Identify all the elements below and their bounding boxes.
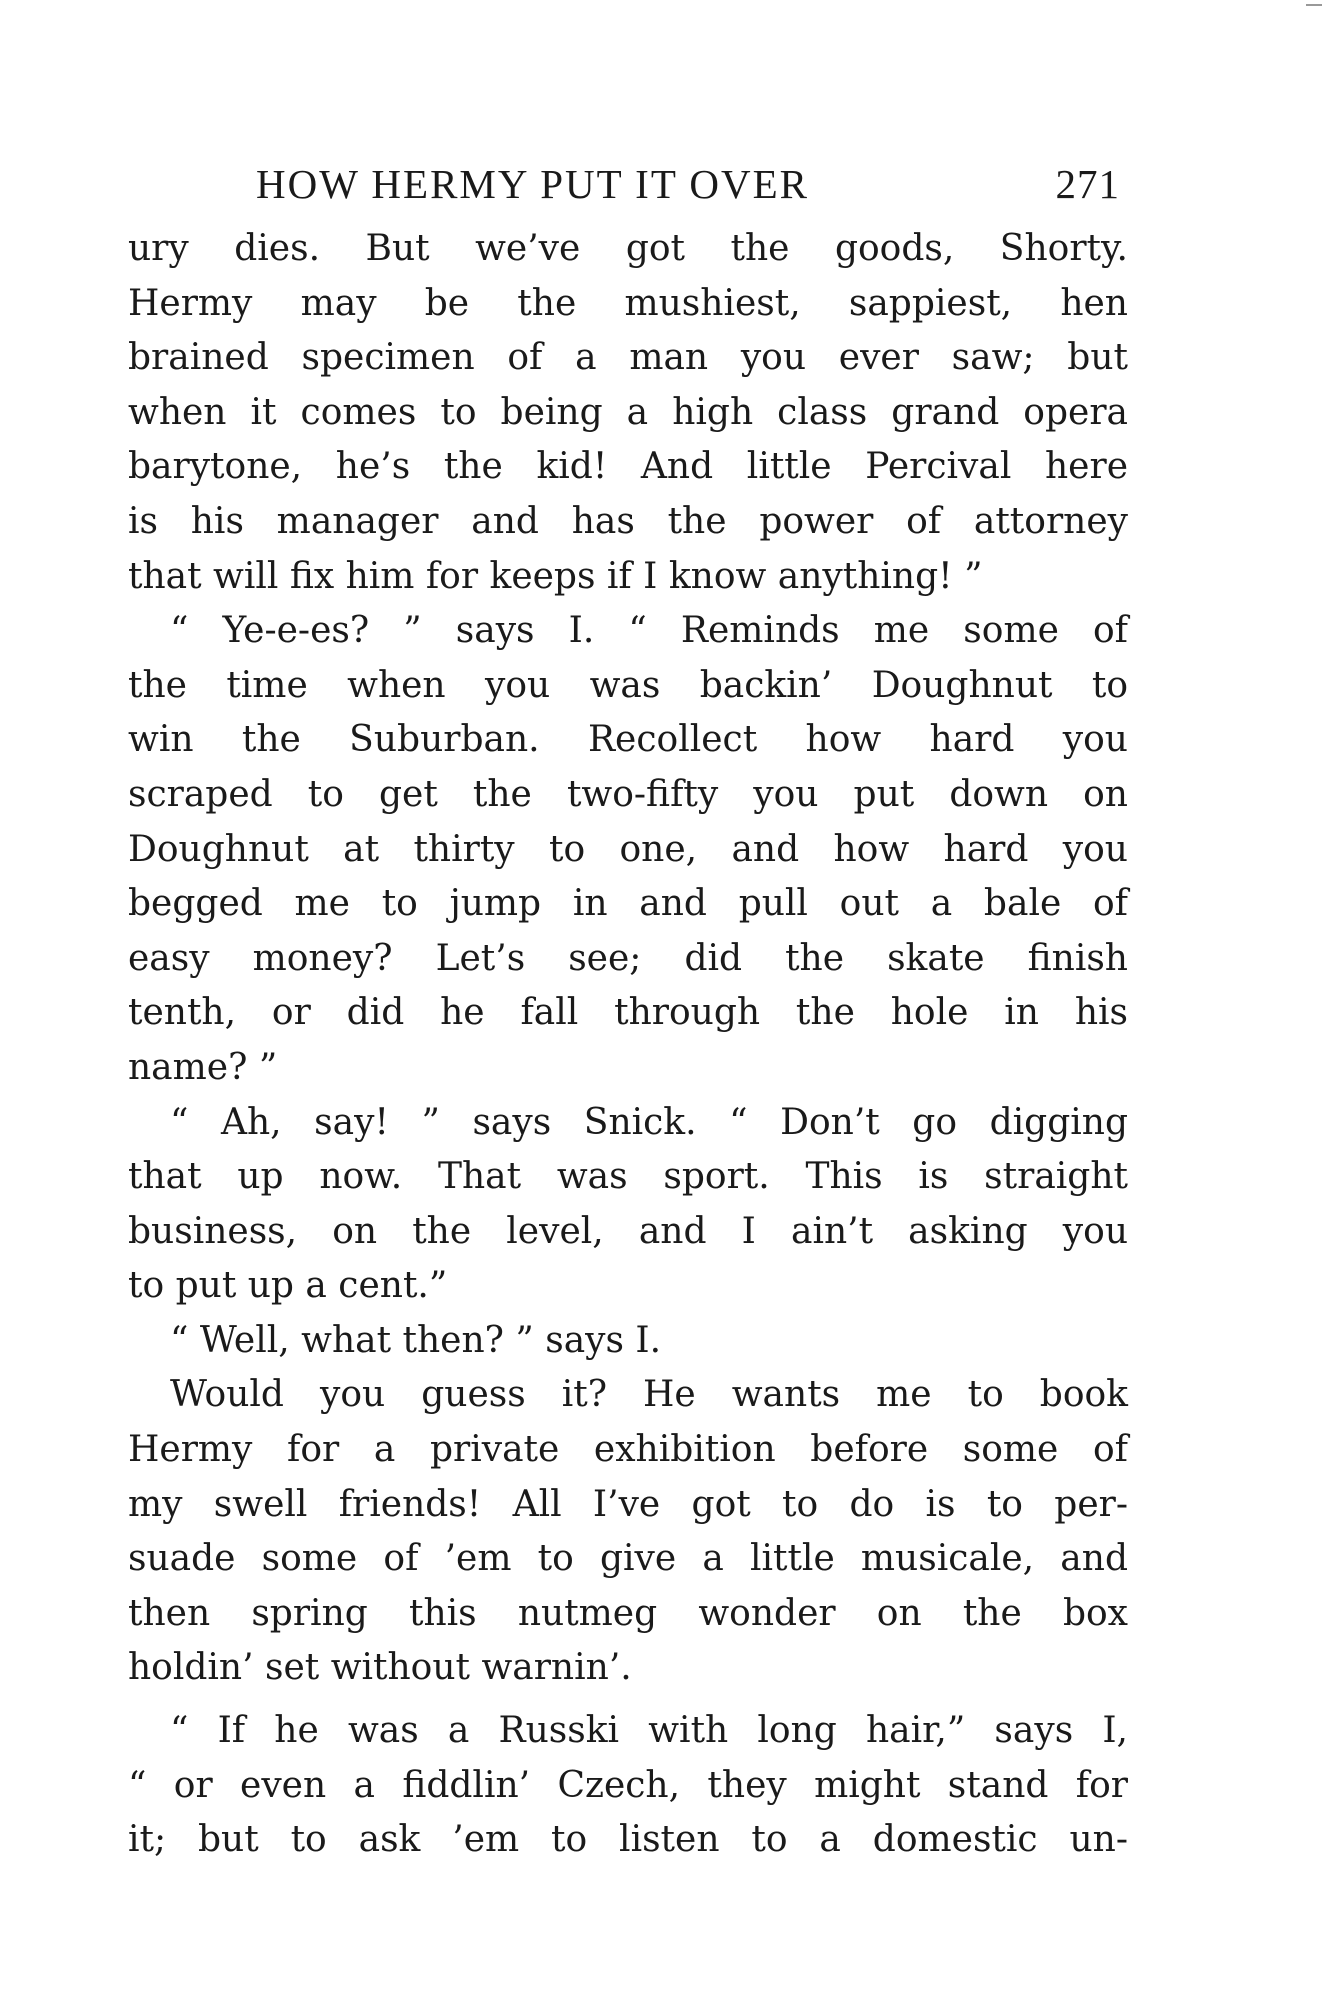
text-line: Hermy for a private exhibition before some of — [128, 1429, 1128, 1471]
text-line: tenth, or did he fall through the hole in his — [128, 992, 1128, 1034]
text-line: then spring this nutmeg wonder on the box — [128, 1592, 1128, 1634]
text-line: when it comes to being a high class grand opera — [128, 391, 1128, 433]
running-header — [128, 160, 1128, 216]
text-line: “ Ye-e-es? ” says I. “ Reminds me some of — [170, 610, 1128, 652]
text-line: holdin’ set without warnin’. — [128, 1647, 632, 1689]
text-line: “ If he was a Russki with long hair,” says I, — [170, 1710, 1128, 1752]
running-title: HOW HERMY PUT IT OVER — [256, 161, 809, 207]
text-line: that will fix him for keeps if I know anything! ” — [128, 555, 983, 597]
text-line: Hermy may be the mushiest, sappiest, hen — [128, 282, 1128, 324]
text-line: is his manager and has the power of attorney — [128, 500, 1128, 542]
page-number: 271 — [1055, 161, 1120, 207]
text-line: suade some of ’em to give a little musicale, and — [128, 1538, 1128, 1580]
text-line: barytone, he’s the kid! And little Percival here — [128, 446, 1128, 488]
text-line: that up now. That was sport. This is straight — [128, 1156, 1128, 1198]
text-line: brained specimen of a man you ever saw; but — [128, 337, 1128, 379]
text-line: easy money? Let’s see; did the skate finish — [128, 937, 1128, 979]
text-line: ury dies. But we’ve got the goods, Shorty. — [128, 228, 1128, 269]
text-line: the time when you was backin’ Doughnut to — [128, 664, 1128, 706]
text-line: “ or even a fiddlin’ Czech, they might stand for — [128, 1764, 1128, 1806]
text-line: name? ” — [128, 1046, 278, 1088]
text-line: win the Suburban. Recollect how hard you — [128, 719, 1128, 761]
text-line: my swell friends! All I’ve got to do is to per- — [128, 1483, 1128, 1525]
edge-mark — [1306, 4, 1322, 6]
text-line: Doughnut at thirty to one, and how hard you — [128, 828, 1128, 870]
text-line: business, on the level, and I ain’t asking you — [128, 1210, 1128, 1252]
text-line: scraped to get the two-fifty you put down on — [128, 773, 1128, 815]
text-line: “ Well, what then? ” says I. — [170, 1319, 662, 1361]
text-line: begged me to jump in and pull out a bale of — [128, 883, 1128, 925]
text-line: “ Ah, say! ” says Snick. “ Don’t go digging — [170, 1101, 1128, 1143]
text-line: to put up a cent.” — [128, 1265, 448, 1307]
text-line: Would you guess it? He wants me to book — [170, 1374, 1128, 1416]
book-page — [128, 160, 1128, 1868]
page-text — [128, 222, 1128, 1868]
text-line: it; but to ask ’em to listen to a domestic un- — [128, 1819, 1128, 1861]
